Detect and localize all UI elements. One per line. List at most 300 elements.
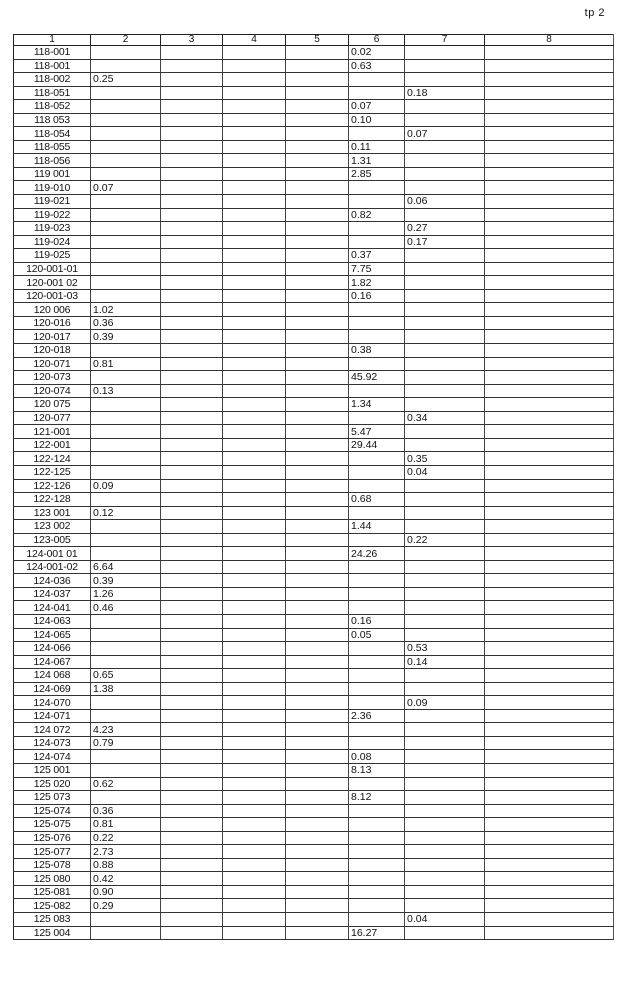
value-cell-col-3 [161,73,223,87]
value-cell-col-2 [91,222,161,236]
table-row [14,46,614,60]
value-cell-col-2: 0.36 [91,316,161,330]
table-row [14,777,614,791]
value-cell-col-6 [349,127,405,141]
value-cell-col-4 [223,195,286,209]
row-code-cell: 124-071 [14,709,91,723]
value-cell-col-6: 0.10 [349,113,405,127]
value-cell-col-5 [286,736,349,750]
value-cell-col-4 [223,86,286,100]
value-cell-col-5 [286,750,349,764]
value-cell-col-3 [161,533,223,547]
value-cell-col-2 [91,208,161,222]
value-cell-col-4 [223,655,286,669]
value-cell-col-4 [223,899,286,913]
value-cell-col-8 [485,425,614,439]
value-cell-col-8 [485,709,614,723]
row-code-cell: 124-066 [14,642,91,656]
value-cell-col-7: 0.04 [405,913,485,927]
value-cell-col-3 [161,127,223,141]
table-row [14,222,614,236]
value-cell-col-3 [161,411,223,425]
value-cell-col-3 [161,574,223,588]
value-cell-col-3 [161,100,223,114]
value-cell-col-8 [485,791,614,805]
value-cell-col-3 [161,140,223,154]
row-code-cell: 120-077 [14,411,91,425]
value-cell-col-3 [161,587,223,601]
value-cell-col-2 [91,791,161,805]
table-row [14,289,614,303]
value-cell-col-8 [485,479,614,493]
table-row [14,520,614,534]
value-cell-col-2 [91,276,161,290]
value-cell-col-8 [485,438,614,452]
value-cell-col-4 [223,614,286,628]
value-cell-col-3 [161,167,223,181]
value-cell-col-5 [286,425,349,439]
value-cell-col-4 [223,100,286,114]
table-row [14,181,614,195]
value-cell-col-6: 0.16 [349,289,405,303]
value-cell-col-7 [405,872,485,886]
table-row [14,723,614,737]
value-cell-col-6 [349,587,405,601]
value-cell-col-3 [161,86,223,100]
value-cell-col-2: 0.39 [91,574,161,588]
value-cell-col-3 [161,235,223,249]
value-cell-col-4 [223,425,286,439]
table-row [14,86,614,100]
value-cell-col-7 [405,479,485,493]
table-row [14,249,614,263]
value-cell-col-4 [223,262,286,276]
value-cell-col-2: 1.02 [91,303,161,317]
row-code-cell: 124-070 [14,696,91,710]
value-cell-col-5 [286,479,349,493]
row-code-cell: 124-063 [14,614,91,628]
value-cell-col-8 [485,262,614,276]
value-cell-col-2: 2.73 [91,845,161,859]
value-cell-col-8 [485,493,614,507]
value-cell-col-2 [91,344,161,358]
value-cell-col-3 [161,59,223,73]
value-cell-col-4 [223,926,286,940]
value-cell-col-7: 0.07 [405,127,485,141]
value-cell-col-2 [91,493,161,507]
value-cell-col-4 [223,723,286,737]
value-cell-col-7 [405,614,485,628]
value-cell-col-2: 0.39 [91,330,161,344]
value-cell-col-7 [405,113,485,127]
value-cell-col-7 [405,154,485,168]
value-cell-col-6 [349,195,405,209]
value-cell-col-7: 0.35 [405,452,485,466]
table-row [14,831,614,845]
table-row [14,493,614,507]
table-row [14,804,614,818]
value-cell-col-2 [91,763,161,777]
value-cell-col-2 [91,628,161,642]
value-cell-col-2: 0.22 [91,831,161,845]
column-header-row [14,35,614,46]
value-cell-col-3 [161,425,223,439]
value-cell-col-5 [286,276,349,290]
value-cell-col-4 [223,642,286,656]
row-code-cell: 120-074 [14,384,91,398]
value-cell-col-8 [485,46,614,60]
value-cell-col-4 [223,858,286,872]
value-cell-col-5 [286,208,349,222]
column-header-4: 4 [223,35,286,46]
value-cell-col-8 [485,818,614,832]
value-cell-col-5 [286,777,349,791]
row-code-cell: 125-082 [14,899,91,913]
value-cell-col-3 [161,655,223,669]
value-cell-col-5 [286,574,349,588]
value-cell-col-6 [349,804,405,818]
value-cell-col-2 [91,167,161,181]
value-cell-col-8 [485,601,614,615]
value-cell-col-5 [286,791,349,805]
value-cell-col-7 [405,276,485,290]
value-cell-col-2 [91,195,161,209]
value-cell-col-7 [405,763,485,777]
row-code-cell: 124-041 [14,601,91,615]
value-cell-col-4 [223,330,286,344]
value-cell-col-5 [286,438,349,452]
value-cell-col-8 [485,696,614,710]
value-cell-col-6: 0.82 [349,208,405,222]
value-cell-col-3 [161,560,223,574]
row-code-cell: 125 001 [14,763,91,777]
value-cell-col-4 [223,371,286,385]
value-cell-col-2 [91,926,161,940]
value-cell-col-6 [349,885,405,899]
value-cell-col-3 [161,709,223,723]
value-cell-col-8 [485,560,614,574]
value-cell-col-7 [405,682,485,696]
value-cell-col-3 [161,520,223,534]
value-cell-col-5 [286,628,349,642]
column-header-1: 1 [14,35,91,46]
value-cell-col-8 [485,303,614,317]
table-row [14,113,614,127]
value-cell-col-4 [223,127,286,141]
value-cell-col-4 [223,574,286,588]
value-cell-col-5 [286,601,349,615]
value-cell-col-8 [485,452,614,466]
table-row [14,642,614,656]
value-cell-col-5 [286,46,349,60]
table-row [14,709,614,723]
row-code-cell: 119-023 [14,222,91,236]
value-cell-col-8 [485,750,614,764]
row-code-cell: 122-126 [14,479,91,493]
value-cell-col-3 [161,831,223,845]
value-cell-col-2 [91,262,161,276]
value-cell-col-7 [405,344,485,358]
row-code-cell: 124-069 [14,682,91,696]
value-cell-col-7: 0.27 [405,222,485,236]
column-header-2: 2 [91,35,161,46]
table-row [14,913,614,927]
value-cell-col-6 [349,73,405,87]
value-cell-col-5 [286,316,349,330]
value-cell-col-7 [405,547,485,561]
value-cell-col-3 [161,899,223,913]
value-cell-col-5 [286,262,349,276]
table-row [14,506,614,520]
value-cell-col-5 [286,723,349,737]
value-cell-col-2 [91,533,161,547]
value-cell-col-3 [161,222,223,236]
value-cell-col-4 [223,913,286,927]
value-cell-col-6: 0.11 [349,140,405,154]
table-row [14,73,614,87]
value-cell-col-7 [405,303,485,317]
value-cell-col-8 [485,736,614,750]
value-cell-col-3 [161,547,223,561]
value-cell-col-7 [405,885,485,899]
value-cell-col-5 [286,222,349,236]
value-cell-col-8 [485,289,614,303]
table-row [14,127,614,141]
value-cell-col-5 [286,520,349,534]
value-cell-col-6: 1.82 [349,276,405,290]
value-cell-col-2 [91,249,161,263]
value-cell-col-3 [161,723,223,737]
value-cell-col-4 [223,885,286,899]
table-row [14,682,614,696]
value-cell-col-3 [161,696,223,710]
value-cell-col-6 [349,736,405,750]
value-cell-col-5 [286,113,349,127]
value-cell-col-6: 24.26 [349,547,405,561]
value-cell-col-3 [161,642,223,656]
table-row [14,208,614,222]
value-cell-col-8 [485,682,614,696]
value-cell-col-3 [161,452,223,466]
value-cell-col-2 [91,425,161,439]
value-cell-col-7 [405,73,485,87]
value-cell-col-2 [91,696,161,710]
value-cell-col-4 [223,73,286,87]
value-cell-col-8 [485,628,614,642]
value-cell-col-6: 0.08 [349,750,405,764]
value-cell-col-7: 0.53 [405,642,485,656]
value-cell-col-3 [161,154,223,168]
row-code-cell: 124-037 [14,587,91,601]
value-cell-col-6 [349,655,405,669]
value-cell-col-3 [161,357,223,371]
value-cell-col-4 [223,113,286,127]
value-cell-col-8 [485,655,614,669]
row-code-cell: 125 083 [14,913,91,927]
row-code-cell: 124-001 01 [14,547,91,561]
table-row [14,411,614,425]
value-cell-col-7 [405,520,485,534]
row-code-cell: 119-010 [14,181,91,195]
table-row [14,574,614,588]
value-cell-col-7 [405,425,485,439]
value-cell-col-7 [405,249,485,263]
value-cell-col-2: 0.42 [91,872,161,886]
value-cell-col-6 [349,316,405,330]
value-cell-col-4 [223,520,286,534]
value-cell-col-4 [223,818,286,832]
value-cell-col-7: 0.34 [405,411,485,425]
table-row [14,465,614,479]
value-cell-col-6 [349,86,405,100]
value-cell-col-8 [485,222,614,236]
value-cell-col-5 [286,100,349,114]
value-cell-col-8 [485,885,614,899]
table-row [14,763,614,777]
value-cell-col-8 [485,669,614,683]
value-cell-col-7 [405,804,485,818]
table-row [14,628,614,642]
value-cell-col-5 [286,885,349,899]
value-cell-col-8 [485,344,614,358]
row-code-cell: 125 004 [14,926,91,940]
table-row [14,818,614,832]
value-cell-col-7 [405,330,485,344]
row-code-cell: 118-055 [14,140,91,154]
value-cell-col-6 [349,181,405,195]
value-cell-col-6: 0.38 [349,344,405,358]
value-cell-col-2 [91,465,161,479]
table-row [14,167,614,181]
value-cell-col-4 [223,587,286,601]
value-cell-col-6 [349,831,405,845]
row-code-cell: 125 020 [14,777,91,791]
row-code-cell: 125 080 [14,872,91,886]
value-cell-col-3 [161,777,223,791]
value-cell-col-6 [349,479,405,493]
value-cell-col-6: 16.27 [349,926,405,940]
value-cell-col-8 [485,506,614,520]
value-cell-col-8 [485,276,614,290]
value-cell-col-4 [223,628,286,642]
value-cell-col-5 [286,493,349,507]
value-cell-col-6 [349,858,405,872]
value-cell-col-2 [91,709,161,723]
value-cell-col-2 [91,46,161,60]
value-cell-col-5 [286,858,349,872]
table-row [14,330,614,344]
table-row [14,371,614,385]
value-cell-col-8 [485,154,614,168]
row-code-cell: 125-077 [14,845,91,859]
table-row [14,344,614,358]
row-code-cell: 122-001 [14,438,91,452]
row-code-cell: 118-052 [14,100,91,114]
column-header-3: 3 [161,35,223,46]
value-cell-col-7 [405,493,485,507]
value-cell-col-3 [161,682,223,696]
row-code-cell: 125 073 [14,791,91,805]
value-cell-col-7 [405,262,485,276]
value-cell-col-3 [161,46,223,60]
value-cell-col-2: 6.64 [91,560,161,574]
value-cell-col-4 [223,709,286,723]
value-cell-col-4 [223,438,286,452]
value-cell-col-3 [161,763,223,777]
value-cell-col-5 [286,763,349,777]
value-cell-col-2 [91,86,161,100]
value-cell-col-4 [223,777,286,791]
value-cell-col-5 [286,289,349,303]
value-cell-col-6 [349,235,405,249]
value-cell-col-3 [161,493,223,507]
row-code-cell: 124-001-02 [14,560,91,574]
value-cell-col-4 [223,344,286,358]
row-code-cell: 124-065 [14,628,91,642]
value-cell-col-4 [223,289,286,303]
row-code-cell: 123 002 [14,520,91,534]
table-row [14,438,614,452]
value-cell-col-8 [485,411,614,425]
value-cell-col-2 [91,411,161,425]
value-cell-col-5 [286,398,349,412]
value-cell-col-5 [286,465,349,479]
row-code-cell: 120-001-01 [14,262,91,276]
value-cell-col-4 [223,384,286,398]
value-cell-col-6 [349,601,405,615]
value-cell-col-2 [91,520,161,534]
table-row [14,425,614,439]
value-cell-col-3 [161,316,223,330]
value-cell-col-5 [286,195,349,209]
ledger-table [13,34,614,940]
table-row [14,885,614,899]
value-cell-col-5 [286,86,349,100]
value-cell-col-5 [286,547,349,561]
value-cell-col-7 [405,723,485,737]
value-cell-col-3 [161,506,223,520]
value-cell-col-4 [223,465,286,479]
value-cell-col-6: 1.44 [349,520,405,534]
value-cell-col-2: 0.62 [91,777,161,791]
row-code-cell: 118-001 [14,46,91,60]
value-cell-col-3 [161,669,223,683]
value-cell-col-8 [485,858,614,872]
value-cell-col-2 [91,750,161,764]
value-cell-col-6 [349,872,405,886]
value-cell-col-2: 4.23 [91,723,161,737]
column-header-6: 6 [349,35,405,46]
table-row [14,736,614,750]
value-cell-col-6 [349,845,405,859]
table-row [14,587,614,601]
value-cell-col-3 [161,601,223,615]
row-code-cell: 120-016 [14,316,91,330]
table-row [14,845,614,859]
value-cell-col-8 [485,195,614,209]
row-code-cell: 118 053 [14,113,91,127]
value-cell-col-4 [223,154,286,168]
value-cell-col-8 [485,763,614,777]
value-cell-col-3 [161,479,223,493]
value-cell-col-8 [485,899,614,913]
value-cell-col-2 [91,614,161,628]
value-cell-col-3 [161,804,223,818]
value-cell-col-3 [161,465,223,479]
value-cell-col-2 [91,398,161,412]
value-cell-col-7: 0.17 [405,235,485,249]
value-cell-col-8 [485,913,614,927]
